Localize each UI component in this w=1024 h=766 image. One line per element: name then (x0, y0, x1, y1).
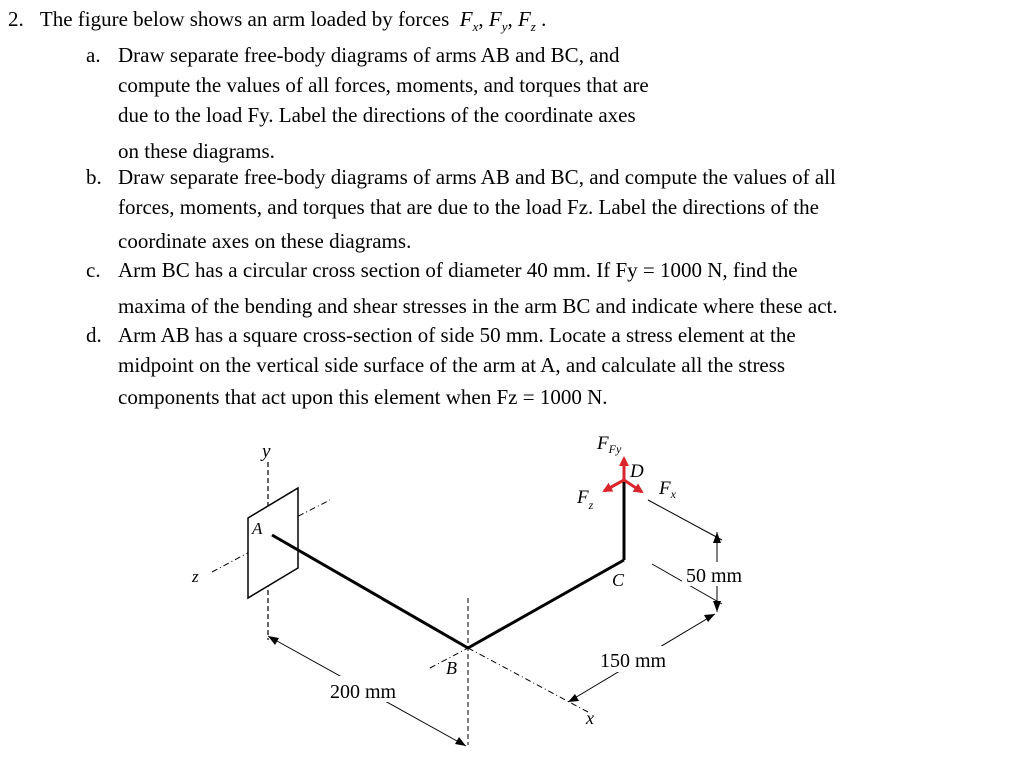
dim-cd-ext (648, 500, 722, 540)
axis-z-label: z (192, 567, 199, 586)
force-fy-label: $F_{Fy}$ (597, 433, 622, 456)
part-a-line-3: due to the load Fy. Label the directions of the coordinate axes (118, 103, 636, 127)
force-fx-label: $F_x$ (659, 478, 676, 501)
x-axis-line (468, 648, 588, 712)
force-fz-label: $F_z$ (577, 487, 594, 512)
point-d-label: D (630, 461, 644, 482)
intro-text: The figure below shows an arm loaded by forces (39, 7, 450, 31)
dim-ab-label: 200 mm (330, 681, 397, 703)
axis-y-label: y (262, 441, 271, 462)
part-d-line-3: components that act upon this element when Fz = 1000 N. (118, 385, 608, 409)
part-b-letter: b. (86, 165, 102, 189)
part-c-letter: c. (86, 258, 101, 282)
part-b-line-2: forces, moments, and torques that are due to the load Fz. Label the directions of the (118, 195, 819, 219)
part-b-line-3: coordinate axes on these diagrams. (118, 229, 412, 253)
part-b-line-1: Draw separate free-body diagrams of arms AB and BC, and compute the values of all (118, 165, 836, 189)
part-a-line-4: on these diagrams. (118, 139, 275, 163)
point-b-label: B (446, 658, 457, 678)
dim-bc-label: 150 mm (600, 650, 667, 672)
support-plate (248, 488, 298, 598)
force-fz-arrow (604, 480, 624, 491)
part-a-letter: a. (86, 43, 101, 67)
point-a-label: A (252, 519, 263, 538)
point-c-label: C (612, 570, 625, 590)
part-d-letter: d. (86, 323, 102, 347)
arm-bc (468, 560, 624, 648)
part-c-line-2: maxima of the bending and shear stresses in the arm BC and indicate where these act. (118, 294, 838, 318)
part-d-line-1: Arm AB has a square cross-section of side 50 mm. Locate a stress element at the (118, 323, 796, 347)
dim-cd-label: 50 mm (686, 565, 743, 587)
part-a-line-1: Draw separate free-body diagrams of arms AB and BC, and (118, 43, 620, 67)
part-a-line-2: compute the values of all forces, moments, and torques that are (118, 73, 649, 97)
part-d-line-2: midpoint on the vertical side surface of the arm at A, and calculate all the stress (118, 353, 786, 377)
axis-x-label: x (586, 708, 594, 728)
arm-ab (272, 535, 468, 648)
part-c-line-1: Arm BC has a circular cross section of diameter 40 mm. If Fy = 1000 N, find the (118, 258, 798, 282)
problem-number: 2. (8, 7, 24, 31)
intro-forces: $F_x$, $F_y$, $F_z$ . (459, 7, 547, 34)
